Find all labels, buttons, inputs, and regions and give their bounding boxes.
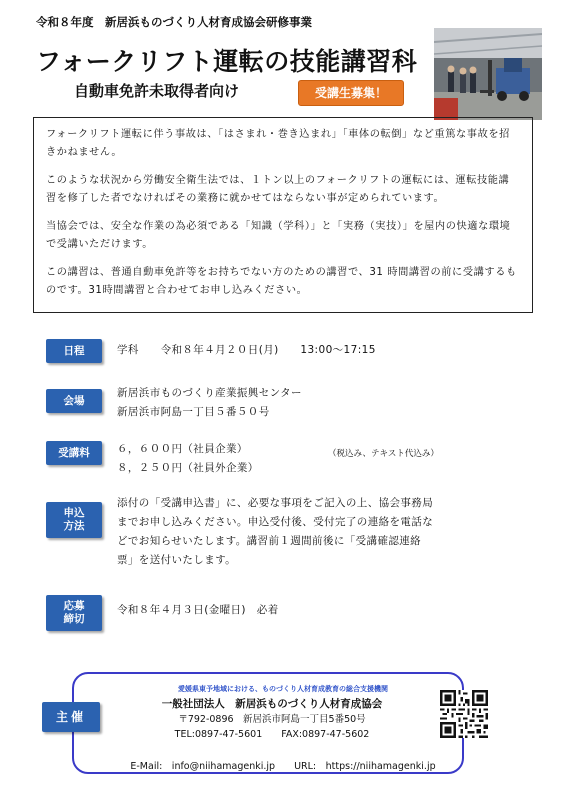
host-address: 〒792-0896 新居浜市阿島一丁目5番50号: [178, 714, 366, 725]
application-text: [117, 494, 433, 570]
forklift-training-photo: [434, 28, 542, 120]
venue-label: [46, 389, 102, 413]
venue-name: 新居浜市ものづくり産業振興センター: [117, 387, 302, 399]
deadline-label: [46, 595, 102, 631]
intro-paragraph: このような状況から労働安全衛生法では、１トン以上のフォークリフトの運転には、運転技能講習を修了した者でなければその業務に就かせてはならない事が定められています。: [46, 175, 510, 204]
fee-label-text: 受講料: [58, 446, 90, 459]
fee-tax-note: （税込み、テキスト代込み）: [328, 449, 439, 459]
application-label-line: 申込: [63, 507, 85, 519]
deadline-line: 令和８年４月３日(金曜日) 必着: [117, 604, 279, 616]
application-line: どでお知らせいたします。講習前１週間前後に「受講確認連絡: [117, 535, 422, 547]
host-details: [102, 697, 442, 742]
venue-address: 新居浜市阿島一丁目５番５０号: [117, 406, 270, 418]
application-label-line: 方法: [63, 520, 85, 532]
recruit-badge: 受講生募集！: [298, 80, 404, 106]
host-org-name: 一般社団法人 新居浜ものづくり人材育成協会: [161, 698, 383, 710]
host-contact: E-Mail: info@niihamagenki.jp URL: https://niihamagenki.jp: [130, 761, 436, 772]
fee-label: [46, 441, 102, 465]
intro-box: [33, 117, 533, 313]
intro-paragraph: この講習は、普通自動車免許等をお持ちでない方のための講習で、31 時間講習の前に受講するものです。31時間講習と合わせてお申し込みください。: [46, 267, 517, 296]
deadline-label-line: 応募: [63, 600, 85, 612]
schedule-label: [46, 339, 102, 363]
deadline-label-line: 締切: [63, 613, 85, 625]
fee-text: [117, 440, 259, 478]
schedule-text: [117, 341, 376, 360]
org-line: 令和８年度 新居浜ものづくり人材育成協会研修事業: [36, 15, 312, 29]
application-line: までお申し込みください。申込受付後、受付完了の連絡を電話な: [117, 516, 434, 528]
fee-non-member: ８，２５０円（社員外企業）: [117, 462, 259, 474]
intro-paragraph: 当協会では、安全な作業の為必須である「知識（学科）」と「実務（実技）」を屋内の快適な環境で受講いただけます。: [46, 221, 511, 250]
host-label: 主催: [42, 702, 100, 732]
subtitle: 自動車免許未取得者向け: [74, 82, 240, 100]
host-tagline: 愛媛県東予地域における、ものづくり人材育成教育の総合支援機関: [178, 685, 388, 693]
host-phone-fax: TEL:0897-47-5601 FAX:0897-47-5602: [174, 729, 370, 740]
schedule-line: 学科 令和８年４月２０日(月) 13:00～17:15: [117, 344, 376, 356]
venue-text: [117, 384, 302, 422]
qr-code-icon: [440, 690, 488, 738]
application-line: 票」を送付いたします。: [117, 554, 237, 566]
application-line: 添付の「受講申込書」に、必要な事項をご記入の上、協会事務局: [117, 497, 434, 509]
fee-member: ６，６００円（社員企業）: [117, 443, 248, 455]
intro-paragraph: フォークリフト運転に伴う事故は、「はさまれ・巻き込まれ」「車体の転倒」など重篤な事故を招きかねません。: [46, 129, 510, 158]
schedule-label-text: 日程: [63, 344, 85, 357]
application-label: [46, 502, 102, 538]
venue-label-text: 会場: [63, 394, 85, 407]
deadline-text: [117, 601, 279, 620]
page-title: フォークリフト運転の技能講習科: [36, 47, 418, 76]
